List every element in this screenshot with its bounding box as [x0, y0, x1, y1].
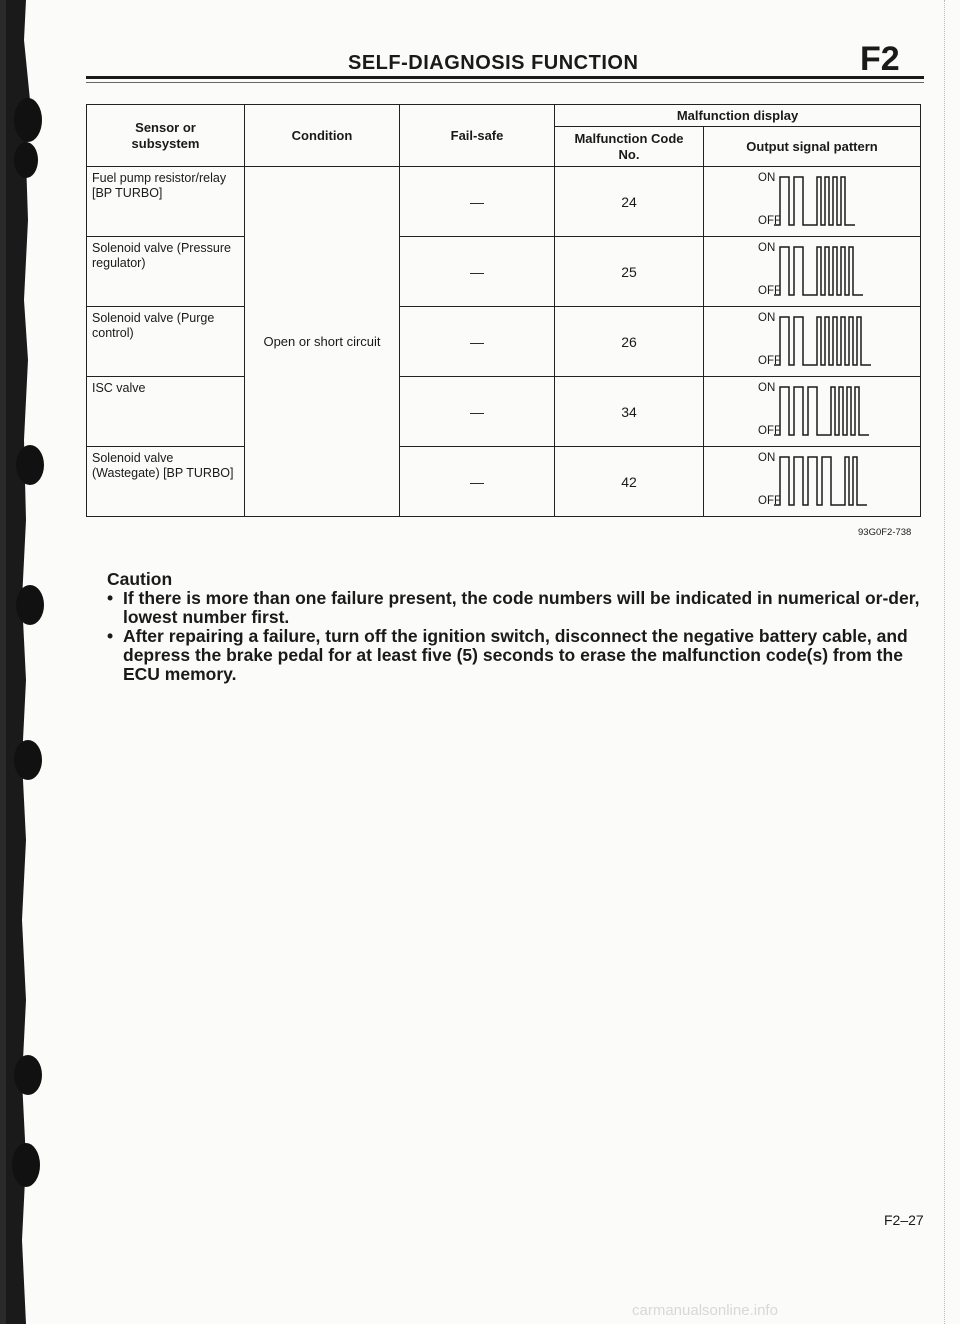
page-number: F2–27 — [884, 1212, 924, 1228]
failsafe-cell: — — [400, 237, 555, 307]
signal-pattern — [704, 307, 920, 375]
header-pattern: Output signal pattern — [704, 127, 921, 167]
table-row — [87, 237, 921, 307]
code-cell: 26 — [555, 307, 704, 377]
sensor-cell: Solenoid valve (Wastegate) [BP TURBO] — [87, 447, 245, 517]
signal-pattern — [704, 377, 920, 445]
header-malfunction-display: Malfunction display — [555, 105, 921, 127]
condition-cell: Open or short circuit — [245, 167, 400, 517]
pattern-cell — [704, 377, 921, 447]
code-cell: 25 — [555, 237, 704, 307]
on-label: ON — [758, 242, 776, 254]
failsafe-cell: — — [400, 307, 555, 377]
code-cell: 42 — [555, 447, 704, 517]
table-row — [87, 377, 921, 447]
binding-edge — [0, 0, 70, 1324]
failsafe-cell: — — [400, 377, 555, 447]
pattern-cell — [704, 447, 921, 517]
pattern-cell — [704, 237, 921, 307]
header-rule-thin — [86, 82, 924, 83]
on-label: ON — [758, 172, 776, 184]
sensor-cell: ISC valve — [87, 377, 245, 447]
page-edge-line — [944, 0, 945, 1324]
signal-pattern — [704, 447, 920, 515]
signal-waveform — [774, 387, 869, 435]
table-row — [87, 307, 921, 377]
page-title: SELF-DIAGNOSIS FUNCTION — [348, 52, 639, 74]
code-cell: 34 — [555, 377, 704, 447]
failsafe-cell: — — [400, 167, 555, 237]
caution-title: Caution — [107, 569, 173, 589]
diagnosis-table — [86, 104, 921, 517]
header-rule — [86, 76, 924, 79]
off-label: OFF — [758, 285, 781, 297]
bullet-icon: • — [107, 588, 114, 608]
section-code: F2 — [860, 40, 900, 78]
on-label: ON — [758, 312, 776, 324]
header-code-no: Malfunction Code No. — [555, 127, 704, 167]
off-label: OFF — [758, 355, 781, 367]
off-label: OFF — [758, 495, 781, 507]
header-condition: Condition — [245, 105, 400, 167]
pattern-cell — [704, 307, 921, 377]
signal-pattern — [704, 237, 920, 305]
header-failsafe: Fail-safe — [400, 105, 555, 167]
table-row — [87, 447, 921, 517]
caution-item-text: If there is more than one failure present, the code numbers will be indicated in numerical or-der, lowest number first. — [123, 588, 920, 627]
on-label: ON — [758, 382, 776, 394]
on-label: ON — [758, 452, 776, 464]
table-row — [87, 167, 921, 237]
failsafe-cell: — — [400, 447, 555, 517]
signal-waveform — [774, 247, 863, 295]
caution-item — [107, 627, 927, 684]
caution-item — [107, 589, 927, 627]
signal-waveform — [774, 177, 855, 225]
sensor-cell: Solenoid valve (Pressure regulator) — [87, 237, 245, 307]
sensor-cell: Fuel pump resistor/relay [BP TURBO] — [87, 167, 245, 237]
header-sensor: Sensor or subsystem — [87, 105, 245, 167]
bullet-icon: • — [107, 626, 114, 646]
off-label: OFF — [758, 215, 781, 227]
pattern-cell — [704, 167, 921, 237]
figure-id: 93G0F2-738 — [858, 527, 912, 538]
caution-block — [107, 570, 927, 684]
watermark: carmanualsonline.info — [632, 1302, 778, 1319]
code-cell: 24 — [555, 167, 704, 237]
sensor-cell: Solenoid valve (Purge control) — [87, 307, 245, 377]
caution-list — [107, 589, 927, 684]
caution-item-text: After repairing a failure, turn off the ignition switch, disconnect the negative battery cable, and depress the brake pedal for at least five (5) seconds to erase the malfunction code(s) from the ECU memory. — [123, 626, 908, 684]
off-label: OFF — [758, 425, 781, 437]
signal-waveform — [774, 457, 867, 505]
signal-waveform — [774, 317, 871, 365]
signal-pattern — [704, 167, 920, 235]
